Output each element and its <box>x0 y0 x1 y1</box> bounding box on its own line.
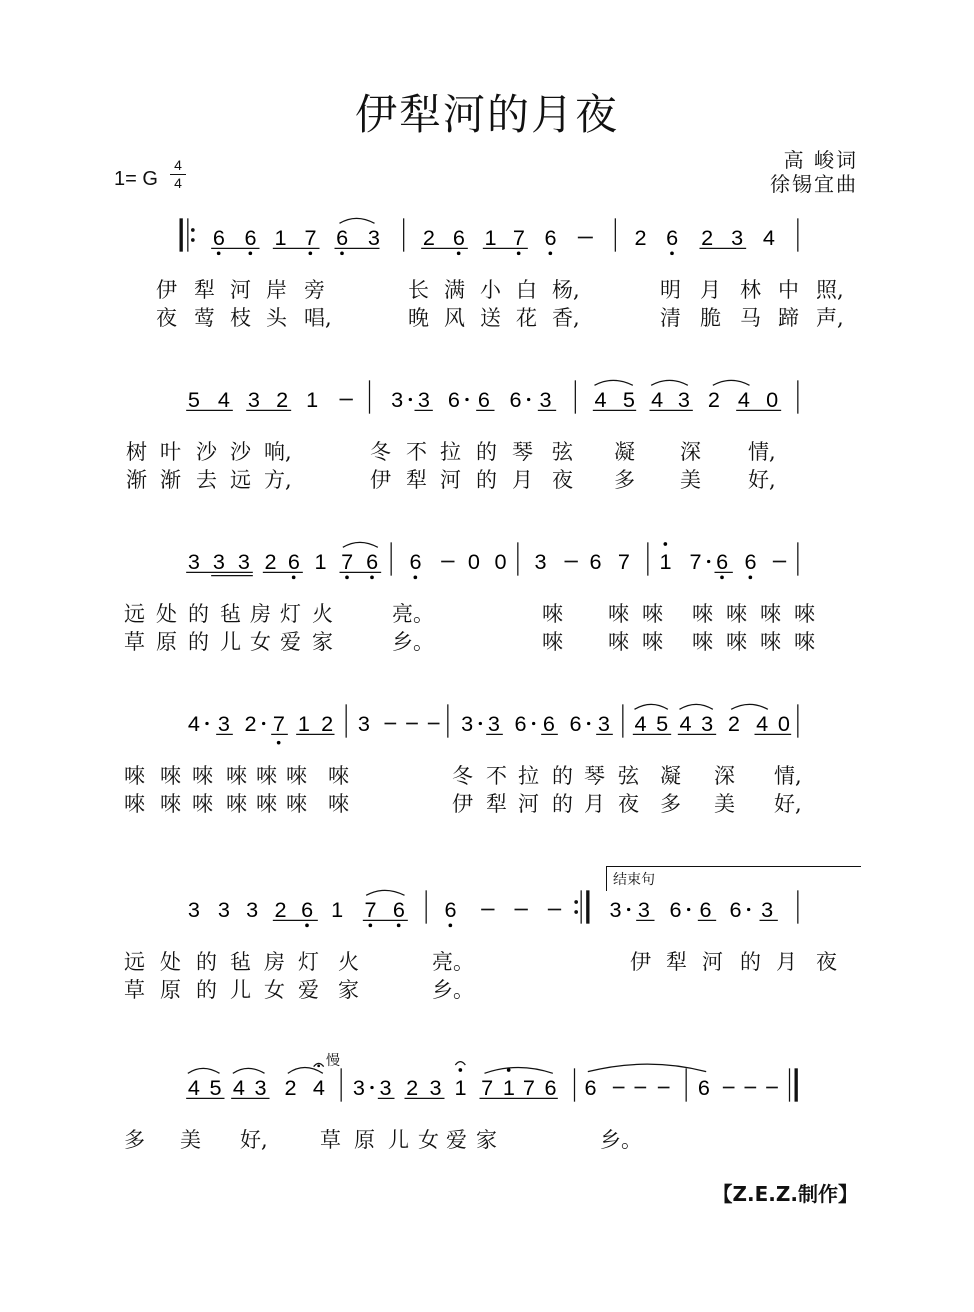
svg-text:0: 0 <box>777 711 790 736</box>
svg-text:5: 5 <box>209 1075 222 1100</box>
svg-text:2: 2 <box>264 549 277 574</box>
svg-text:3: 3 <box>357 711 370 736</box>
svg-text:6: 6 <box>589 549 602 574</box>
svg-text:7: 7 <box>617 549 630 574</box>
svg-text:1: 1 <box>274 225 287 250</box>
svg-text:4: 4 <box>187 1075 200 1100</box>
svg-text:4: 4 <box>756 711 769 736</box>
svg-text:6: 6 <box>569 711 582 736</box>
svg-text:4: 4 <box>634 711 647 736</box>
svg-text:1: 1 <box>454 1075 467 1100</box>
lyricist-credit: 高 峻词 <box>783 148 858 172</box>
svg-text:2: 2 <box>701 225 714 250</box>
svg-text:2: 2 <box>321 711 334 736</box>
svg-text:6: 6 <box>729 897 742 922</box>
svg-text:0: 0 <box>766 387 779 412</box>
notation-line-6 <box>0 1060 974 1110</box>
svg-text:7: 7 <box>522 1075 535 1100</box>
svg-text:1: 1 <box>297 711 310 736</box>
maker-credit: 【Z.E.Z.制作】 <box>712 1182 858 1206</box>
svg-text:6: 6 <box>716 549 729 574</box>
svg-text:2: 2 <box>274 897 287 922</box>
score-system-4: 4 3 2 7 1 2 3 3 3 6 6 6 3 4 5 4 3 2 4 0 唻 唻 唻 唻 唻 唻 唻 冬 不 拉 的 琴 弦 凝 深 情, 唻 唻 唻 唻 唻 唻 唻 伊 犁 河 的 月 夜 多 美 好, <box>0 696 974 816</box>
svg-text:2: 2 <box>284 1075 297 1100</box>
svg-text:3: 3 <box>212 549 225 574</box>
svg-text:4: 4 <box>679 711 692 736</box>
svg-text:6: 6 <box>301 897 314 922</box>
svg-text:3: 3 <box>677 387 690 412</box>
svg-text:6: 6 <box>544 1075 557 1100</box>
svg-text:6: 6 <box>544 225 557 250</box>
svg-text:3: 3 <box>534 549 547 574</box>
notation-line-3 <box>0 534 974 584</box>
svg-text:3: 3 <box>539 387 552 412</box>
svg-text:3: 3 <box>417 387 430 412</box>
svg-text:6: 6 <box>584 1075 597 1100</box>
svg-text:6: 6 <box>336 225 349 250</box>
svg-text:3: 3 <box>237 549 250 574</box>
svg-text:3: 3 <box>367 225 380 250</box>
svg-text:6: 6 <box>287 549 300 574</box>
svg-text:6: 6 <box>212 225 225 250</box>
score-system-6: 4 5 4 3 2 4 3 3 2 3 1 7 1 7 6 6 6 多 美 好, 草 原 儿 女 爱 家 乡。 <box>0 1060 974 1180</box>
svg-text:1: 1 <box>331 897 344 922</box>
svg-text:2: 2 <box>276 387 289 412</box>
svg-text:1: 1 <box>659 549 672 574</box>
time-signature-top: 4 <box>174 157 182 173</box>
tempo-mark: 慢 <box>326 1053 340 1069</box>
svg-text:3: 3 <box>247 387 260 412</box>
svg-text:3: 3 <box>487 711 500 736</box>
score-system-5: 3 3 3 2 6 1 7 6 6 3 3 6 6 6 3 远 处 的 毡 房 灯 火 亮。 伊 犁 河 的 月 夜 草 原 的 儿 女 爱 家 乡。 <box>0 882 974 1002</box>
svg-text:6: 6 <box>666 225 679 250</box>
svg-text:2: 2 <box>727 711 740 736</box>
svg-text:6: 6 <box>744 549 757 574</box>
score-system-2: 5 4 3 2 1 3 3 6 6 6 3 4 5 4 3 2 4 0 树 叶 沙 沙 响, 冬 不 拉 的 琴 弦 凝 深 情, 渐 渐 去 远 方, 伊 犁 河 的 月 夜 多 美 好, <box>0 372 974 492</box>
svg-text:3: 3 <box>391 387 404 412</box>
svg-text:3: 3 <box>701 711 714 736</box>
svg-text:6: 6 <box>697 1075 710 1100</box>
svg-text:7: 7 <box>364 897 377 922</box>
svg-text:6: 6 <box>699 897 712 922</box>
svg-text:3: 3 <box>731 225 744 250</box>
svg-text:6: 6 <box>409 549 422 574</box>
svg-text:6: 6 <box>509 387 522 412</box>
svg-text:6: 6 <box>244 225 257 250</box>
svg-text:4: 4 <box>232 1075 245 1100</box>
notation-line-4 <box>0 696 974 746</box>
svg-text:1: 1 <box>306 387 319 412</box>
svg-text:6: 6 <box>514 711 527 736</box>
composer-credit: 徐锡宜曲 <box>770 172 858 196</box>
svg-text:6: 6 <box>444 897 457 922</box>
svg-text:4: 4 <box>594 387 607 412</box>
svg-text:3: 3 <box>429 1075 442 1100</box>
svg-text:7: 7 <box>512 225 525 250</box>
svg-text:2: 2 <box>244 711 257 736</box>
svg-text:6: 6 <box>477 387 490 412</box>
svg-text:6: 6 <box>542 711 555 736</box>
svg-text:3: 3 <box>187 549 200 574</box>
svg-text:2: 2 <box>422 225 435 250</box>
ending-label: 结束句 <box>613 872 655 888</box>
svg-text:3: 3 <box>187 897 200 922</box>
score-system-1: 6 6 1 7 6 3 2 6 1 7 6 2 6 2 3 4 伊 犁 河 岸 旁 长 满 小 白 杨, 明 月 林 中 照, 夜 莺 枝 头 唱, 晚 风 送 花 香, 清 脆 马 蹄 声, <box>0 210 974 330</box>
score-system-3: 3 3 3 2 6 1 7 6 6 0 0 3 6 7 1 7 6 6 远 处 的 毡 房 灯 火 亮。 唻 唻 唻 唻 唻 唻 唻 草 原 的 儿 女 爱 家 乡。 唻 唻 唻 唻 唻 唻 唻 <box>0 534 974 654</box>
svg-text:3: 3 <box>637 897 650 922</box>
svg-text:3: 3 <box>254 1075 267 1100</box>
svg-text:0: 0 <box>467 549 480 574</box>
svg-text:6: 6 <box>669 897 682 922</box>
notation-line-1 <box>0 210 974 260</box>
svg-text:6: 6 <box>366 549 379 574</box>
svg-text:7: 7 <box>304 225 317 250</box>
svg-text:6: 6 <box>392 897 405 922</box>
svg-text:3: 3 <box>761 897 774 922</box>
svg-text:5: 5 <box>622 387 635 412</box>
svg-text:4: 4 <box>762 225 775 250</box>
svg-text:5: 5 <box>187 387 200 412</box>
svg-text:3: 3 <box>379 1075 392 1100</box>
notation-line-5 <box>0 882 974 932</box>
svg-text:4: 4 <box>312 1075 325 1100</box>
svg-text:7: 7 <box>272 711 285 736</box>
svg-text:2: 2 <box>406 1075 419 1100</box>
svg-text:7: 7 <box>341 549 354 574</box>
svg-text:7: 7 <box>689 549 702 574</box>
svg-text:1: 1 <box>484 225 497 250</box>
song-title: 伊犁河的月夜 <box>354 90 619 139</box>
svg-text:3: 3 <box>461 711 474 736</box>
svg-text:0: 0 <box>494 549 507 574</box>
svg-text:2: 2 <box>634 225 647 250</box>
svg-text:3: 3 <box>246 897 259 922</box>
svg-text:3: 3 <box>597 711 610 736</box>
time-signature <box>170 158 186 191</box>
svg-text:6: 6 <box>452 225 465 250</box>
svg-text:4: 4 <box>737 387 750 412</box>
svg-text:2: 2 <box>707 387 720 412</box>
svg-text:4: 4 <box>651 387 664 412</box>
svg-text:5: 5 <box>656 711 669 736</box>
key-signature: 1= G <box>114 168 158 190</box>
svg-text:7: 7 <box>481 1075 494 1100</box>
svg-text:3: 3 <box>217 711 230 736</box>
svg-text:3: 3 <box>352 1075 365 1100</box>
svg-text:4: 4 <box>217 387 230 412</box>
svg-text:1: 1 <box>502 1075 515 1100</box>
svg-text:3: 3 <box>609 897 622 922</box>
time-signature-bottom: 4 <box>174 175 182 191</box>
svg-text:4: 4 <box>187 711 200 736</box>
svg-text:6: 6 <box>447 387 460 412</box>
svg-text:3: 3 <box>217 897 230 922</box>
notation-line-2 <box>0 372 974 422</box>
svg-text:1: 1 <box>314 549 327 574</box>
